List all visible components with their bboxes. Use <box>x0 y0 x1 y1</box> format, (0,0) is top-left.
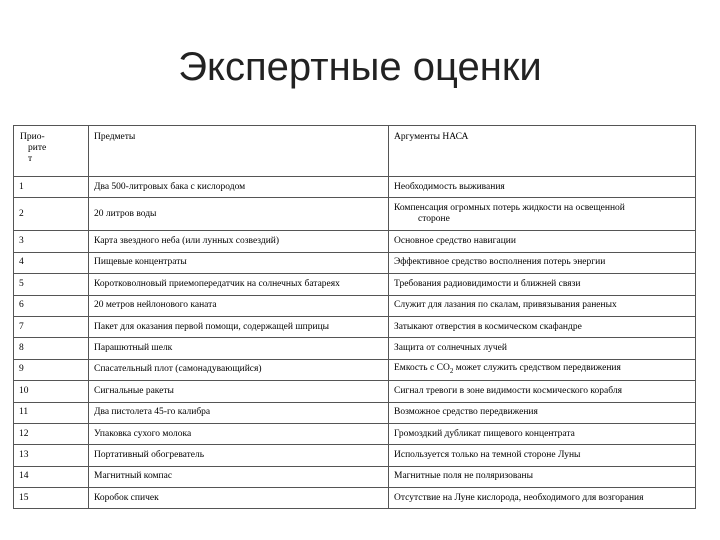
argument-cell <box>389 359 696 380</box>
table-row <box>14 381 696 402</box>
argument-cell: Магнитные поля не поляризованы <box>389 466 696 487</box>
item-cell: Спасательный плот (самонадувающийся) <box>89 359 389 380</box>
table-row <box>14 198 696 231</box>
priority-cell: 12 <box>14 423 89 444</box>
table-row <box>14 445 696 466</box>
argument-suffix: может служить средством передвижения <box>453 362 621 373</box>
argument-subscript: 2 <box>449 366 454 375</box>
item-cell: Сигнальные ракеты <box>89 381 389 402</box>
argument-cell: Громоздкий дубликат пищевого концентрата <box>389 423 696 444</box>
argument-cell: Затыкают отверстия в космическом скафандре <box>389 316 696 337</box>
priority-cell: 9 <box>14 359 89 380</box>
argument-cell <box>389 198 696 231</box>
priority-cell: 7 <box>14 316 89 337</box>
table-row <box>14 488 696 509</box>
header-priority-line: рите <box>28 143 47 153</box>
priority-cell: 13 <box>14 445 89 466</box>
item-cell: Карта звездного неба (или лунных созвездий) <box>89 231 389 252</box>
table-row <box>14 359 696 380</box>
table-row <box>14 316 696 337</box>
item-cell: Упаковка сухого молока <box>89 423 389 444</box>
table-row <box>14 466 696 487</box>
header-items: Предметы <box>89 126 389 177</box>
header-priority-line: Прио- <box>20 132 45 142</box>
header-priority <box>14 126 89 177</box>
priority-cell: 15 <box>14 488 89 509</box>
argument-cell: Требования радиовидимости и ближней связи <box>389 274 696 295</box>
table-row <box>14 423 696 444</box>
table-row <box>14 402 696 423</box>
table-row <box>14 231 696 252</box>
argument-cell: Защита от солнечных лучей <box>389 338 696 359</box>
table-row <box>14 177 696 198</box>
priority-cell: 4 <box>14 252 89 273</box>
priority-cell: 6 <box>14 295 89 316</box>
priority-cell: 11 <box>14 402 89 423</box>
item-cell: Коротковолновый приемопередатчик на солнечных батареях <box>89 274 389 295</box>
item-cell: Два пистолета 45-го калибра <box>89 402 389 423</box>
item-cell: Пакет для оказания первой помощи, содержащей шприцы <box>89 316 389 337</box>
priority-cell: 14 <box>14 466 89 487</box>
argument-cell: Необходимость выживания <box>389 177 696 198</box>
item-cell: Пищевые концентраты <box>89 252 389 273</box>
table-row <box>14 252 696 273</box>
item-cell: Коробок спичек <box>89 488 389 509</box>
argument-cell: Сигнал тревоги в зоне видимости космического корабля <box>389 381 696 402</box>
table-row <box>14 295 696 316</box>
priority-cell: 3 <box>14 231 89 252</box>
header-priority-line: т <box>28 154 33 164</box>
argument-line: стороне <box>418 214 450 225</box>
table-header-row <box>14 126 696 177</box>
priority-cell: 8 <box>14 338 89 359</box>
argument-cell: Основное средство навигации <box>389 231 696 252</box>
priority-cell: 5 <box>14 274 89 295</box>
item-cell: 20 метров нейлонового каната <box>89 295 389 316</box>
item-cell: Магнитный компас <box>89 466 389 487</box>
argument-prefix: Емкость с СО <box>394 362 450 373</box>
priority-cell: 2 <box>14 198 89 231</box>
item-cell: 20 литров воды <box>89 198 389 231</box>
priority-cell: 10 <box>14 381 89 402</box>
argument-cell: Используется только на темной стороне Луны <box>389 445 696 466</box>
slide-title: Экспертные оценки <box>178 45 542 89</box>
header-arguments: Аргументы НАСА <box>389 126 696 177</box>
argument-cell: Служит для лазания по скалам, привязывания раненых <box>389 295 696 316</box>
item-cell: Два 500-литровых бака с кислородом <box>89 177 389 198</box>
argument-cell: Отсутствие на Луне кислорода, необходимого для возгорания <box>389 488 696 509</box>
item-cell: Парашютный шелк <box>89 338 389 359</box>
priority-cell: 1 <box>14 177 89 198</box>
argument-line: Компенсация огромных потерь жидкости на освещенной <box>394 203 625 214</box>
item-cell: Портативный обогреватель <box>89 445 389 466</box>
table-row <box>14 274 696 295</box>
argument-cell: Эффективное средство восполнения потерь энергии <box>389 252 696 273</box>
argument-cell: Возможное средство передвижения <box>389 402 696 423</box>
table-row <box>14 338 696 359</box>
expert-table <box>13 125 696 509</box>
